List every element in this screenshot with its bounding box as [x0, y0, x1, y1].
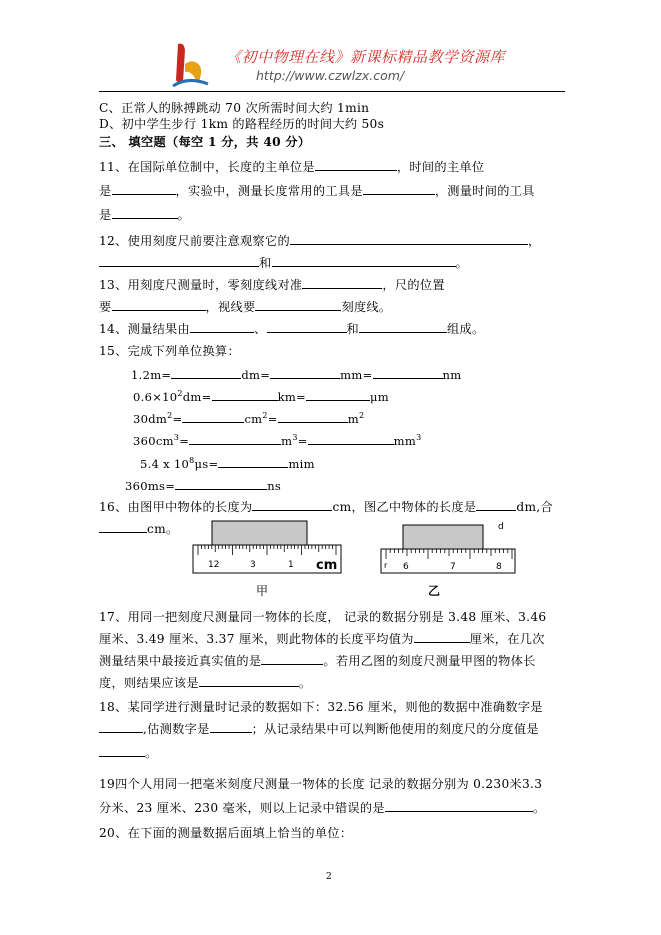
q11-text: 是: [99, 208, 112, 222]
q19-text: 分米、23 厘米、230 毫米，则以上记录中错误的是: [99, 801, 385, 815]
q13-text: ，尺的位置: [382, 278, 445, 292]
q15-blank[interactable]: [373, 366, 443, 379]
q18-blank2[interactable]: [210, 720, 252, 733]
q11-blank4[interactable]: [112, 206, 178, 219]
q19-text: 。: [532, 801, 546, 815]
q11-line2: [99, 182, 535, 199]
q15-title: 15、完成下列单位换算：: [99, 344, 240, 358]
q13-line1: [99, 276, 445, 293]
q12-blank2[interactable]: [99, 254, 259, 267]
header: [160, 40, 580, 90]
q14-blank1[interactable]: [190, 320, 254, 333]
q15-text: mm=: [340, 368, 373, 382]
q17-text: 。若用乙图的刻度尺测量甲图的物体长: [323, 654, 536, 668]
q16-line1: [99, 498, 553, 515]
section-heading: 三、 填空题（每空 1 分，共 40 分）: [99, 135, 311, 149]
q16-text: cm，图乙中物体的长度是: [332, 500, 477, 514]
q15-text: 360ms=: [125, 479, 176, 493]
q15-blank[interactable]: [218, 455, 288, 468]
q18-text: ,估测数字是: [143, 722, 210, 736]
q15-text: =: [297, 434, 308, 448]
q15-exponent: 2: [262, 411, 268, 421]
q13-line2: [99, 298, 391, 315]
q11-text: ，实验中，测量长度常用的工具是: [175, 184, 363, 198]
q12-line1: [99, 232, 540, 249]
q11-line1: [99, 158, 484, 175]
q15-blank[interactable]: [189, 432, 281, 445]
q15-exponent: 2: [177, 389, 183, 399]
q15-blank[interactable]: [306, 388, 370, 401]
q15-text: nm: [442, 368, 462, 382]
page-number: 2: [326, 872, 332, 882]
q12-text: 和: [259, 256, 272, 270]
q11-text: 11、在国际单位制中，长度的主单位是: [99, 160, 315, 174]
q12-blank3[interactable]: [272, 254, 456, 267]
object-block: [212, 521, 307, 545]
q15-text: 0.6×10: [133, 390, 178, 404]
q17-line2: [99, 630, 545, 647]
q15-blank[interactable]: [171, 366, 241, 379]
q13-text: ，视线要: [205, 300, 256, 314]
q14-blank3[interactable]: [359, 320, 447, 333]
q15-text: 1.2m=: [131, 368, 172, 382]
q11-text: 是: [99, 184, 112, 198]
q15-text: 30dm: [133, 412, 168, 426]
q12-line2: [99, 254, 468, 271]
tick-label: 1: [288, 560, 294, 570]
q17-line3: [99, 652, 536, 669]
q15-text: mim: [288, 457, 315, 471]
q11-blank3[interactable]: [363, 182, 435, 195]
q14-text: 和: [346, 322, 360, 336]
q14-text: 、: [254, 322, 267, 336]
q12-text: 。: [455, 256, 468, 270]
q15-blank[interactable]: [175, 477, 267, 490]
q15-text: 360cm: [133, 434, 174, 448]
q15-exponent: 2: [358, 411, 365, 421]
q15-blank[interactable]: [212, 388, 278, 401]
q15-text: cm: [244, 412, 263, 426]
q15-blank[interactable]: [182, 410, 244, 423]
q15-blank[interactable]: [270, 366, 340, 379]
q11-blank2[interactable]: [112, 182, 176, 195]
q16-text: 16、由图甲中物体的长度为: [99, 500, 253, 514]
q17-blank1[interactable]: [414, 630, 470, 643]
corner-mark: d: [498, 522, 504, 532]
q19-line2: [99, 799, 545, 816]
object-block: [403, 525, 483, 549]
q15-exponent: 3: [292, 433, 298, 443]
q20-line: 20、在下面的测量数据后面填上恰当的单位：: [99, 826, 353, 840]
q17-line1: 17、用同一把刻度尺测量同一物体的长度， 记录的数据分别是 3.48 厘米、3.46: [99, 610, 547, 624]
q15-row4: [133, 432, 421, 448]
q17-text: 厘米、3.49 厘米、3.37 厘米，则此物体的长度平均值为: [99, 632, 414, 646]
q15-text: μm: [369, 390, 389, 404]
q15-row5: [140, 455, 315, 471]
q16-blank1[interactable]: [252, 498, 332, 511]
q11-text: ，时间的主单位: [396, 160, 485, 174]
q14-text: 14、测量结果由: [99, 322, 191, 336]
q13-text: 13、用刻度尺测量时，零刻度线对准: [99, 278, 303, 292]
q11-text: 。: [177, 208, 190, 222]
option-c: C、正常人的脉搏跳动 70 次所需时间大约 1min: [99, 101, 370, 115]
q15-text: 5.4 x 10: [140, 457, 190, 471]
q11-line3: [99, 206, 190, 223]
q16-text: dm,合: [516, 500, 553, 514]
header-divider: [99, 91, 565, 92]
q11-blank1[interactable]: [315, 158, 397, 171]
q12-text: 12、使用刻度尺前要注意观察它的: [99, 234, 290, 248]
q18-text: 。: [145, 746, 158, 760]
tick-label: 12: [208, 560, 220, 570]
q17-blank2[interactable]: [261, 652, 323, 665]
q17-text: 度，则结果应该是: [99, 676, 199, 690]
tick-label: 3: [250, 560, 256, 570]
q12-blank1[interactable]: [290, 232, 528, 245]
q15-row6: [125, 477, 281, 493]
q15-blank[interactable]: [278, 410, 348, 423]
q17-text: 厘米，在几次: [469, 632, 545, 646]
q14-blank2[interactable]: [267, 320, 347, 333]
q18-text: ；从记录结果中可以判断他使用的刻度尺的分度值是: [251, 722, 539, 736]
q15-exponent: 2: [167, 411, 173, 421]
q15-exponent: 8: [189, 456, 195, 466]
q15-text: dm=: [182, 390, 212, 404]
q15-text: μs=: [194, 457, 219, 471]
q13-text: 刻度线。: [341, 300, 392, 314]
q13-blank3[interactable]: [255, 298, 341, 311]
q15-exponent: 3: [416, 433, 422, 443]
q16-blank2[interactable]: [476, 498, 516, 511]
q15-text: dm=: [241, 368, 271, 382]
q15-row1: [131, 366, 461, 382]
logo-icon: [170, 40, 210, 88]
ruler-figure-jia: [190, 517, 345, 579]
ruler-figure-yi: [378, 517, 518, 579]
q17-text: 测量结果中最接近真实值的是: [99, 654, 262, 668]
tick-label: 7: [450, 562, 456, 572]
q15-text: km=: [277, 390, 306, 404]
header-title: 《初中物理在线》新课标精品教学资源库: [226, 48, 506, 66]
q19-blank[interactable]: [385, 799, 533, 812]
option-d: D、初中学生步行 1km 的路程经历的时间大约 50s: [99, 117, 385, 131]
q17-blank3[interactable]: [199, 674, 299, 687]
q18-blank3[interactable]: [99, 744, 145, 757]
q15-row2: [133, 388, 389, 404]
unit-label: cm: [316, 558, 338, 573]
q15-text: =: [267, 412, 278, 426]
q15-text: mm: [393, 434, 417, 448]
q11-text: ，测量时间的工具: [434, 184, 535, 198]
q15-blank[interactable]: [308, 432, 394, 445]
q15-text: =: [172, 412, 183, 426]
figure-caption-yi: 乙: [428, 584, 441, 598]
q16-blank3[interactable]: [99, 520, 147, 533]
q18-line1: 18、某同学进行测量时记录的数据如下：32.56 厘米，则他的数据中准确数字是: [99, 700, 543, 714]
header-url[interactable]: http://www.czwlzx.com/: [256, 68, 405, 83]
q12-text: ，: [527, 234, 541, 248]
q18-blank1[interactable]: [99, 720, 143, 733]
q13-blank2[interactable]: [112, 298, 206, 311]
q16-text: cm。: [147, 522, 179, 536]
q13-text: 要: [99, 300, 112, 314]
q18-line3: [99, 744, 158, 761]
tick-label: 8: [496, 562, 502, 572]
q15-text: ns: [267, 479, 282, 493]
q15-text: m: [347, 412, 359, 426]
tick-label: 6: [403, 562, 409, 572]
q13-blank1[interactable]: [302, 276, 382, 289]
q15-text: m: [281, 434, 293, 448]
q17-text: 。: [298, 676, 312, 690]
q17-line4: [99, 674, 311, 691]
q15-row3: [133, 410, 364, 426]
q16-line2: [99, 520, 178, 537]
q18-line2: [99, 720, 539, 737]
q15-exponent: 3: [173, 433, 180, 443]
figure-caption-jia: 甲: [256, 584, 269, 598]
tick-label: r: [384, 561, 388, 570]
q14-text: 组成。: [447, 322, 485, 336]
q15-text: =: [179, 434, 190, 448]
q14-line: [99, 320, 485, 337]
q19-line1: 19四个人用同一把毫米刻度尺测量一物体的长度 记录的数据分别为 0.230米3.3: [99, 777, 543, 791]
